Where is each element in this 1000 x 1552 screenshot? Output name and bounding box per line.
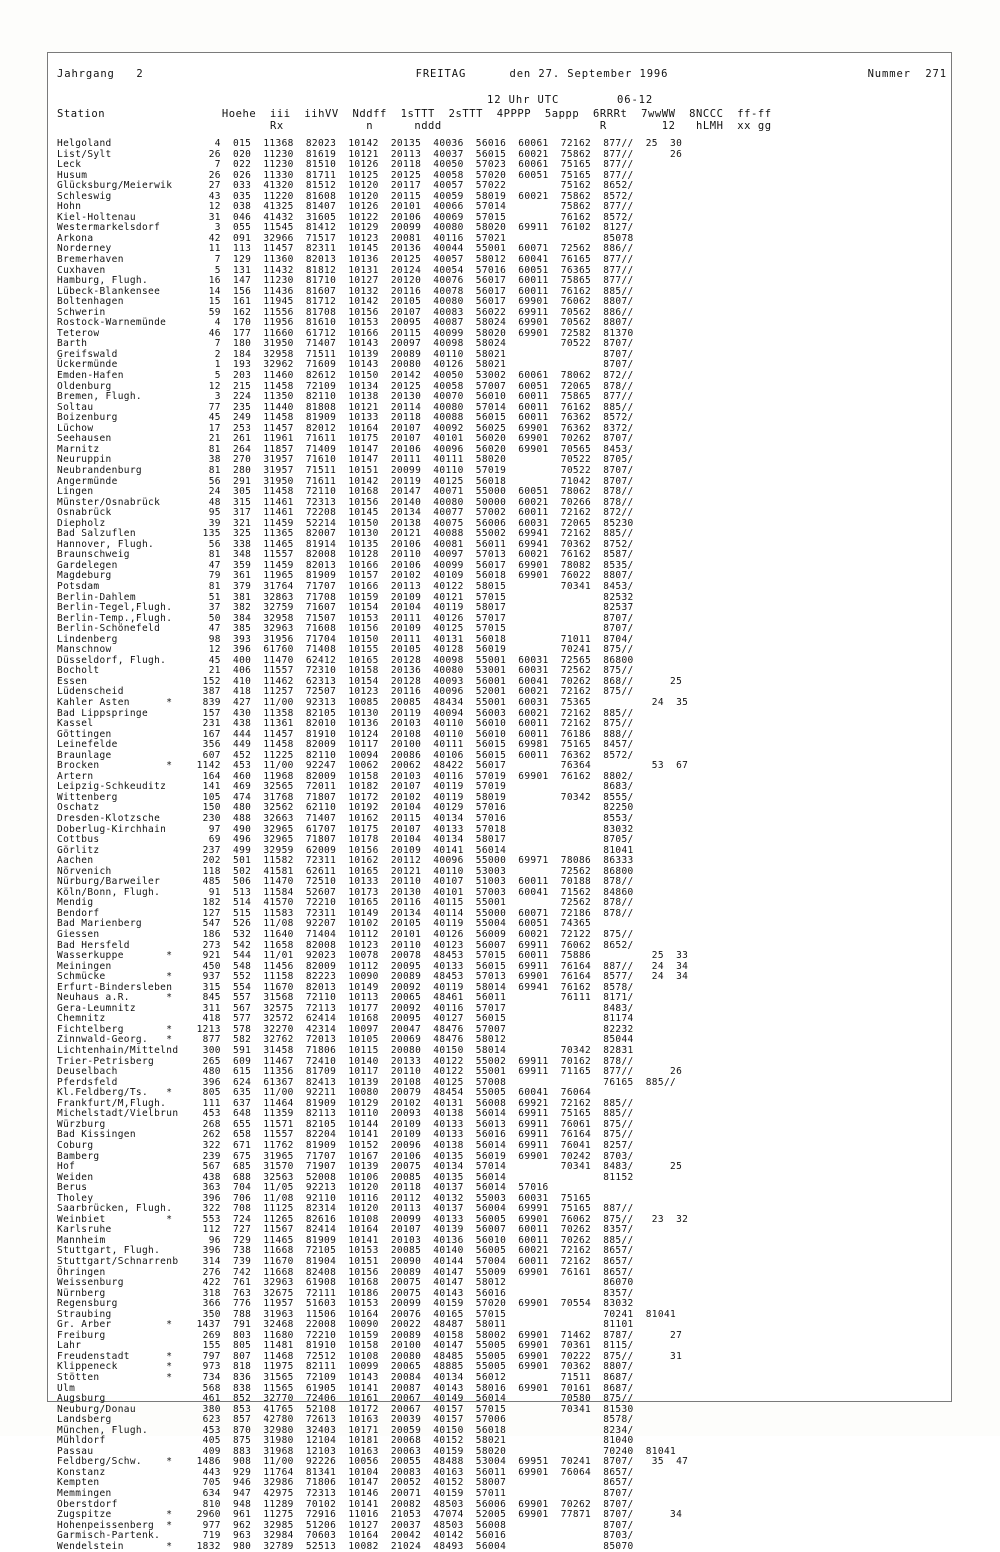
table-row: Neubrandenburg 81 280 31957 71511 10151 20099 40110 57019 70522 8707/: [57, 464, 634, 476]
table-row: Regensburg 366 776 11957 51603 10153 20099 40159 57020 69901 70554 83032: [57, 1298, 634, 1310]
table-row: Münster/Osnabrück 48 315 11461 72313 10156 20140 40080 50000 60021 70266 878//: [57, 496, 634, 508]
table-row: Husum 26 026 11330 81711 10125 20125 40058 57020 60051 75165 877//: [57, 169, 634, 181]
table-row: Wasserkuppe * 921 544 11/01 92023 10078 20078 48453 57015 60011 75886 25 33: [57, 950, 689, 962]
table-row: Chemnitz 418 577 32572 62414 10168 20095 40127 56015 81174: [57, 1013, 634, 1025]
table-row: Oldenburg 12 215 11458 72109 10134 20125 40058 57007 60051 72065 878//: [57, 380, 634, 392]
table-row: Oschatz 150 480 32562 62110 10192 20104 40129 57016 82250: [57, 802, 634, 814]
document-content: [57, 68, 947, 1552]
table-row: Bocholt 21 406 11557 72310 10158 20136 40080 53001 60031 72562 875//: [57, 665, 634, 677]
table-row: Deuselbach 480 615 11356 81709 10117 20110 40122 55001 69911 71165 877// 26: [57, 1066, 683, 1078]
utc-label: 12 Uhr UTC: [487, 94, 560, 106]
table-row: Weiden 438 688 32563 52008 10106 20085 40135 56014 81152: [57, 1171, 634, 1183]
table-row: Kassel 231 438 11361 82010 10136 20103 40110 56010 60011 72162 875//: [57, 718, 634, 730]
table-row: Diepholz 39 321 11459 52214 10150 20138 40075 56006 60031 72065 85230: [57, 517, 634, 529]
table-row: Augsburg 461 852 32770 72406 10161 20067 40149 56014 70580 875//: [57, 1393, 634, 1405]
station-table: [57, 139, 947, 1552]
table-row: Nürnberg 318 763 32675 72111 10186 20075 40143 56016 8357/: [57, 1287, 634, 1299]
table-row: List/Sylt 26 020 11230 81619 10121 20113 40037 56015 60021 75862 877// 26: [57, 148, 683, 160]
table-row: Hohenpeissenberg * 977 962 32985 51206 10127 20037 48503 56008 8707/: [57, 1519, 634, 1531]
table-row: Wittenberg 105 474 31768 71807 10172 20102 40119 58019 70342 8555/: [57, 791, 634, 803]
table-row: Lübeck-Blankensee 14 156 11436 81607 10132 20116 40078 56017 60011 76162 885//: [57, 285, 634, 297]
table-row: Leinefelde 356 449 11458 82009 10117 20100 40111 56015 69981 75165 8457/: [57, 739, 634, 751]
table-row: Ulm 568 838 11565 61905 10141 20087 40143 58016 69901 70161 8687/: [57, 1382, 634, 1394]
table-row: Norderney 11 113 11457 82311 10145 20136 40044 55001 60071 72562 886//: [57, 243, 634, 255]
table-row: Gardelegen 47 359 11459 82013 10166 20106 40099 56017 69901 78082 8535/: [57, 559, 634, 571]
table-row: Angermünde 56 291 31950 71611 10142 20119 40125 56018 71042 8707/: [57, 475, 634, 487]
table-row: München, Flugh. 453 870 32980 32403 10171 20059 40150 56018 8234/: [57, 1424, 634, 1436]
table-row: Klippeneck * 973 818 11975 82111 10099 20065 48885 55005 69901 70362 8807/: [57, 1361, 634, 1373]
table-row: Boizenburg 45 249 11458 81909 10133 20118 40088 56015 60011 76362 8572/: [57, 412, 634, 424]
table-row: Bad Salzuflen 135 325 11365 82007 10130 20121 40088 55002 69941 72162 885//: [57, 528, 634, 540]
table-row: Öhringen 276 742 11668 82408 10156 20089 40147 55009 69901 76161 8657/: [57, 1266, 634, 1278]
table-row: Neuruppin 38 270 31957 71610 10147 20111 40111 58020 70522 8705/: [57, 454, 634, 466]
table-row: Helgoland 4 015 11368 82023 10142 20135 40036 56016 60061 72162 877// 25 30: [57, 138, 683, 149]
table-row: Stuttgart/Schnarrenb 314 739 11670 81904 10151 20090 40144 57004 60011 72162 8657/: [57, 1255, 634, 1267]
table-row: Neuburg/Donau 380 853 41765 52108 10172 20067 40157 57015 70341 81530: [57, 1403, 634, 1415]
table-row: Saarbrücken, Flugh. 322 708 11125 82314 10120 20113 40137 56004 69991 75165 887//: [57, 1203, 634, 1215]
table-row: Feldberg/Schw. * 1486 908 11/00 92226 10056 20055 48488 53004 69951 70241 8707/ 35 47: [57, 1456, 689, 1468]
table-row: Trier-Petrisberg 265 609 11467 72410 10140 20133 40122 55002 69911 70162 878//: [57, 1055, 634, 1067]
table-row: Lichtenhain/Mittelnd 300 591 31458 71806 10115 20080 40150 58014 70342 82831: [57, 1045, 634, 1057]
table-row: Erfurt-Bindersleben 315 554 11670 82013 10149 20092 40119 58014 69941 76162 8578/: [57, 981, 634, 993]
table-row: Schwerin 59 162 11556 81708 10156 20107 40083 56022 69911 70562 886//: [57, 306, 634, 318]
table-row: Stuttgart, Flugh. 396 738 11668 72105 10153 20085 40140 56005 60021 72162 8657/: [57, 1245, 634, 1257]
table-row: Giessen 186 532 11640 71404 10112 20101 40126 56009 60021 72122 875//: [57, 929, 634, 941]
table-row: Brocken * 1142 453 11/00 92247 10062 20062 48422 56017 76364 53 67: [57, 760, 689, 772]
table-row: Memmingen 634 947 42975 72313 10146 20071 40159 57011 8707/: [57, 1488, 634, 1499]
table-row: Konstanz 443 929 11764 81341 10104 20083 40163 56011 69901 76064 8657/: [57, 1466, 634, 1478]
table-row: Leck 7 022 11230 81510 10126 20118 40050 57023 60061 75165 877//: [57, 159, 634, 171]
table-row: Nürburg/Barweiler 485 506 11470 72510 10133 20110 40107 51003 60011 70188 878//: [57, 876, 634, 888]
table-row: Bamberg 239 675 31965 71707 10167 20106 40135 56019 69901 70242 8703/: [57, 1150, 634, 1162]
table-row: Berlin-Dahlem 51 381 32863 71708 10159 20109 40121 57015 82532: [57, 591, 634, 603]
table-row: Stötten * 734 836 31565 72109 10143 20084 40134 56012 71511 8687/: [57, 1371, 634, 1383]
table-row: Kl.Feldberg/Ts. * 805 635 11/00 92211 10080 20079 48454 55005 60041 76064: [57, 1087, 592, 1099]
table-row: Neuhaus a.R. * 845 557 31568 72110 10113 20065 48461 56011 76111 8171/: [57, 992, 634, 1004]
table-row: Hohn 12 038 41325 81407 10126 20101 40066 57014 75862 877//: [57, 201, 634, 213]
table-row: Bad Lippspringe 157 430 11358 82105 10130 20119 40094 56003 60021 72162 885//: [57, 707, 634, 719]
table-row: Aachen 202 501 11582 72311 10162 20112 40096 55000 69971 78086 86333: [57, 855, 634, 867]
table-row: Greifswald 2 184 32958 71511 10139 20089 40110 58021 8707/: [57, 348, 634, 360]
table-row: Braunlage 607 452 11225 82110 10094 20086 40106 56015 60011 76362 8572/: [57, 749, 634, 761]
table-row: Ückermünde 1 193 32962 71609 10143 20080 40126 58021 8707/: [57, 359, 634, 371]
table-row: Mendig 182 514 41570 72210 10165 20116 40115 55001 72562 878//: [57, 897, 634, 909]
table-row: Essen 152 410 11462 62313 10154 20128 40093 56001 60041 70262 868// 25: [57, 675, 683, 687]
table-row: Würzburg 268 655 11571 82105 10144 20109 40133 56013 69911 76061 875//: [57, 1118, 634, 1130]
period-label: 06-12: [617, 94, 654, 106]
table-row: Kahler Asten * 839 427 11/00 92313 10085 20085 48434 55001 60031 75365 24 35: [57, 696, 689, 708]
table-row: Berlin-Tegel,Flugh. 37 382 32759 71607 10154 20104 40119 58017 82537: [57, 602, 634, 614]
table-row: Braunschweig 81 348 11557 82008 10128 20110 40097 57013 60021 76162 8587/: [57, 549, 634, 561]
table-row: Weinbiet * 553 724 11265 82616 10108 20099 40133 56005 69901 76062 875// 23 32: [57, 1213, 689, 1225]
table-row: Doberlug-Kirchhain 97 490 32965 61707 10175 20107 40133 57018 83032: [57, 823, 634, 835]
table-row: Passau 409 883 31968 12103 10163 20063 40159 58020 70240 81041: [57, 1445, 677, 1457]
table-row: Bad Kissingen 262 658 11557 82204 10141 20109 40133 56016 69911 76164 875//: [57, 1129, 634, 1141]
table-row: Nörvenich 118 502 41581 62611 10165 20121 40110 53003 72562 86800: [57, 865, 634, 877]
table-row: Düsseldorf, Flugh. 45 400 11470 62412 10165 20128 40098 55001 60031 72565 86800: [57, 654, 634, 666]
table-row: Berlin-Temp.,Flugh. 50 384 32958 71507 10153 20111 40126 57017 8707/: [57, 612, 634, 624]
table-row: Bad Hersfeld 273 542 11658 82008 10123 20110 40123 56007 69911 76062 8652/: [57, 939, 634, 951]
table-row: Glücksburg/Meierwik 27 033 41320 81512 10120 20117 40057 57022 75162 8652/: [57, 180, 634, 192]
table-row: Berlin-Schönefeld 47 385 32963 71608 10156 20109 40125 57015 8707/: [57, 623, 634, 635]
table-row: Zinnwald-Georg. * 877 582 32762 72013 10105 20069 48476 58012 85044: [57, 1034, 634, 1046]
table-row: Schmücke * 937 552 11158 82223 10090 20089 48453 57013 69901 76164 8577/ 24 34: [57, 971, 689, 983]
table-row: Freudenstadt * 797 807 11468 72512 10108 20080 48485 55005 69901 70222 875// 31: [57, 1350, 683, 1362]
table-row: Gr. Arber * 1437 791 32468 22008 10090 20022 48487 58011 81101: [57, 1319, 634, 1331]
table-row: Weissenburg 422 761 32963 61908 10168 20075 40147 58012 86070: [57, 1277, 634, 1289]
table-row: Rostock-Warnemünde 4 170 11956 81610 10153 20095 40087 58024 69901 70562 8807/: [57, 317, 634, 329]
table-row: Bendorf 127 515 11583 72311 10149 20134 40114 55000 60071 72186 878//: [57, 907, 634, 919]
table-row: Zugspitze * 2960 961 11275 72916 11016 21053 47074 52005 69901 77871 8707/ 34: [57, 1509, 683, 1521]
table-row: Manschnow 12 396 61760 71408 10155 20105 40128 56019 70241 875//: [57, 644, 634, 656]
table-row: Hannover, Flugh. 56 338 11465 81914 10135 20106 40081 56011 69941 70362 8752/: [57, 538, 634, 550]
table-row: Westermarkelsdorf 3 055 11545 81412 10129 20099 40080 58020 69911 76102 8127/: [57, 222, 634, 234]
table-row: Barth 7 180 31950 71407 10143 20097 40098 58024 70522 8707/: [57, 338, 634, 350]
table-row: Fichtelberg * 1213 578 32270 42314 10097 20047 48476 57007 82232: [57, 1023, 634, 1035]
table-row: Mühldorf 405 875 31980 12104 10181 20068 40152 58021 81040: [57, 1435, 634, 1447]
table-row: Wendelstein * 1832 980 32789 52513 10082 21024 48493 56004 85070: [57, 1540, 634, 1552]
table-row: Köln/Bonn, Flugh. 91 513 11584 52607 10173 20130 40101 57003 60041 71562 84860: [57, 886, 634, 898]
table-row: Schleswig 43 035 11220 81608 10120 20115 40059 58019 60021 75862 8572/: [57, 190, 634, 202]
time-header: [487, 94, 947, 106]
table-row: Bremen, Flugh. 3 224 11350 82110 10138 20130 40070 56010 60011 75865 877//: [57, 391, 634, 403]
date-title: FREITAG den 27. September 1996: [415, 68, 669, 80]
table-row: Kiel-Holtenau 31 046 41432 31605 10122 20106 40069 57015 76162 8572/: [57, 211, 634, 223]
table-row: Tholey 396 706 11/08 92110 10116 20112 40132 55003 60031 75165: [57, 1192, 592, 1204]
table-row: Straubing 350 788 31963 11506 10164 20076 40165 57015 70241 81041: [57, 1308, 677, 1320]
table-row: Teterow 46 177 11660 61712 10166 20115 40099 58020 69901 72582 81370: [57, 327, 634, 339]
column-header-line1: Station Hoehe iii iihVV Nddff 1sTTT 2sTTT 4PPPP 5appp 6RRRt 7wwWW 8NCCC ff-ff: [57, 108, 772, 120]
table-row: Hamburg, Flugh. 16 147 11230 81710 10127 20120 40076 56017 60011 75865 877//: [57, 275, 634, 287]
table-row: Arkona 42 091 32966 71517 10123 20081 40116 57021 85078: [57, 232, 634, 244]
table-row: Lingen 24 305 11458 72110 10168 20147 40071 55000 60051 78062 878//: [57, 486, 634, 498]
table-row: Berus 363 704 11/05 92213 10120 20118 40137 56014 57016: [57, 1182, 549, 1194]
table-row: Landsberg 623 857 42780 72613 10163 20039 40157 57006 8578/: [57, 1414, 634, 1426]
table-row: Garmisch-Partenk. 719 963 32984 70603 10164 20042 40142 56016 8703/: [57, 1530, 634, 1542]
table-row: Seehausen 21 261 11961 71611 10175 20107 40101 56020 69901 70262 8707/: [57, 433, 634, 445]
table-row: Kempten 705 946 32986 71806 10147 20052 40152 58007 8657/: [57, 1477, 634, 1489]
table-row: Göttingen 167 444 11457 81910 10124 20108 40110 56010 60011 76186 888//: [57, 728, 634, 740]
table-row: Gera-Leumnitz 311 567 32575 72113 10177 20092 40116 57017 8483/: [57, 1002, 634, 1014]
table-row: Coburg 322 671 11762 81909 10152 20096 40138 56014 69911 76041 8257/: [57, 1139, 634, 1151]
table-row: Cottbus 69 496 32965 71807 10178 20104 40134 58017 8705/: [57, 834, 634, 846]
table-row: Freiburg 269 803 11680 72210 10159 20089 40158 58002 69901 71462 8787/ 27: [57, 1329, 683, 1341]
document-header: [57, 68, 947, 80]
table-row: Boltenhagen 15 161 11945 81712 10142 20105 40080 56017 69901 76062 8807/: [57, 296, 634, 308]
table-row: Magdeburg 79 361 11965 81909 10157 20102 40109 56018 69901 76022 8807/: [57, 570, 634, 582]
table-row: Lüchow 17 253 11457 82012 10164 20107 40092 56025 69901 76362 8372/: [57, 422, 634, 434]
page-edge-marks: [20, 0, 28, 1436]
table-row: Lindenberg 98 393 31956 71704 10150 20111 40131 56018 71011 8704/: [57, 633, 634, 645]
table-row: Görlitz 237 499 32959 62009 10156 20109 40141 56014 81041: [57, 844, 634, 856]
column-header-line2: Rx n nddd R 12 hLMH xx gg: [57, 120, 772, 132]
table-row: Karlsruhe 112 727 11567 82414 10164 20107 40139 56007 60011 70262 8357/: [57, 1224, 634, 1236]
table-row: Osnabrück 95 317 11461 72208 10145 20134 40077 57002 60011 72162 872//: [57, 507, 634, 519]
table-row: Michelstadt/Vielbrun 453 648 11359 82113 10110 20093 40138 56014 69911 75165 885//: [57, 1108, 634, 1120]
table-row: Hof 567 685 31570 71907 10139 20075 40134 57014 70341 8483/ 25: [57, 1161, 683, 1173]
table-row: Lahr 155 805 11481 81910 10158 20100 40147 55005 69901 70361 8115/: [57, 1340, 634, 1352]
table-row: Lüdenscheid 387 418 11257 72507 10123 20116 40096 52001 60021 72162 875//: [57, 686, 634, 698]
jahrgang-label: Jahrgang 2: [57, 68, 144, 80]
table-row: Bad Marienberg 547 526 11/08 92207 10102 20105 40119 55004 60051 74365: [57, 918, 592, 930]
table-row: Bremerhaven 7 129 11360 82013 10136 20125 40057 58012 60041 76165 877//: [57, 254, 634, 266]
table-row: Mannheim 96 729 11465 81909 10141 20103 40136 56010 60011 70262 885//: [57, 1234, 634, 1246]
table-row: Frankfurt/M,Flugh. 111 637 11464 81909 10129 20102 40131 56008 69921 72162 885//: [57, 1097, 634, 1109]
table-row: Soltau 77 235 11440 81808 10121 20114 40080 57014 60011 76162 885//: [57, 401, 634, 413]
table-row: Leipzig-Schkeuditz 141 469 32565 72011 10182 20107 40119 57019 8683/: [57, 781, 634, 793]
table-row: Emden-Hafen 5 203 11460 82612 10150 20142 40050 53002 60061 78062 872//: [57, 370, 634, 382]
table-row: Artern 164 460 11968 82009 10158 20103 40116 57019 69901 76162 8802/: [57, 770, 634, 782]
table-row: Dresden-Klotzsche 230 488 32663 71407 10162 20115 40134 57016 8553/: [57, 813, 634, 824]
table-row: Oberstdorf 810 948 11289 70102 10141 20082 48503 56006 69901 70262 8707/: [57, 1498, 634, 1510]
table-row: Potsdam 81 379 31764 71707 10166 20113 40122 58015 70341 8453/: [57, 580, 634, 592]
table-row: Marnitz 81 264 11857 71409 10147 20106 40096 56020 69901 70565 8453/: [57, 443, 634, 455]
table-row: Pferdsfeld 396 624 61367 82413 10139 20108 40125 57008 76165 885//: [57, 1076, 677, 1088]
table-row: Cuxhaven 5 131 11432 81812 10131 20124 40054 57016 60051 76365 877//: [57, 264, 634, 276]
table-row: Meiningen 450 548 11456 82009 10112 20095 40133 56015 69911 76164 887// 24 34: [57, 960, 689, 972]
issue-number: Nummer 271: [867, 68, 947, 80]
